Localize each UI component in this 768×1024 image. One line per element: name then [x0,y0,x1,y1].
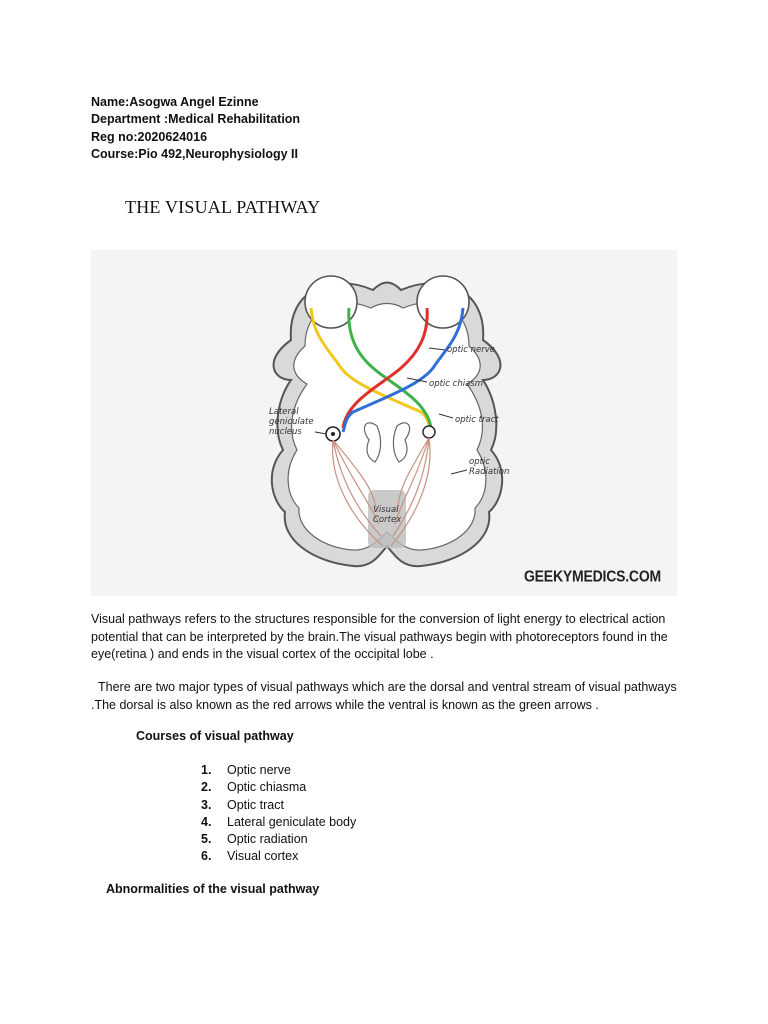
lgn-left-dot [331,432,335,436]
label-radiation-line1: optic [469,457,490,467]
label-cortex-line1: Visual [373,505,399,515]
student-course: Course:Pio 492,Neurophysiology II [91,146,298,161]
document-title: THE VISUAL PATHWAY [125,197,321,217]
student-info [91,94,300,163]
label-lgn-line3: nucleus [269,427,302,437]
list-item: 1. Optic nerve [201,763,291,777]
label-optic-nerve: optic nerve [447,345,496,355]
student-name: Name:Asogwa Angel Ezinne [91,95,259,109]
paragraph-types: There are two major types of visual pathways which are the dorsal and ventral stream of visual pathways .The dorsal is also known as the red arrows while the ventral is known as the green arrows . [91,680,677,712]
courses-heading: Courses of visual pathway [136,729,294,743]
list-item: 4. Lateral geniculate body [201,814,357,829]
geekymedics-watermark: GEEKYMEDICS.COM [523,567,661,585]
label-cortex-line2: Cortex [373,515,402,525]
lgn-right [423,426,435,438]
label-radiation-line2: Radiation [469,467,510,477]
label-lgn-line2: geniculate [269,417,314,427]
label-optic-chiasm: optic chiasm [429,379,484,389]
list-item: 6. Visual cortex [201,849,299,864]
label-optic-tract: optic tract [455,415,499,425]
student-department: Department :Medical Rehabilitation [91,112,301,127]
courses-list [201,762,356,866]
list-item: 5. Optic radiation [201,832,308,847]
brain-diagram [91,250,677,596]
list-item: 3. Optic tract [201,797,284,812]
label-lgn-line1: Lateral [269,407,299,417]
paragraph-intro: Visual pathways refers to the structures responsible for the conversion of light energy to electrical action potential that can be interpreted by the brain.The visual pathways begin with photoreceptors found in the eye(retina ) and ends in the visual cortex of the occipital lobe . [91,612,668,661]
visual-pathway-figure [91,250,677,596]
abnormalities-heading: Abnormalities of the visual pathway [106,882,320,896]
list-item: 2. Optic chiasma [201,780,307,795]
student-reg-no: Reg no:2020624016 [91,129,208,144]
